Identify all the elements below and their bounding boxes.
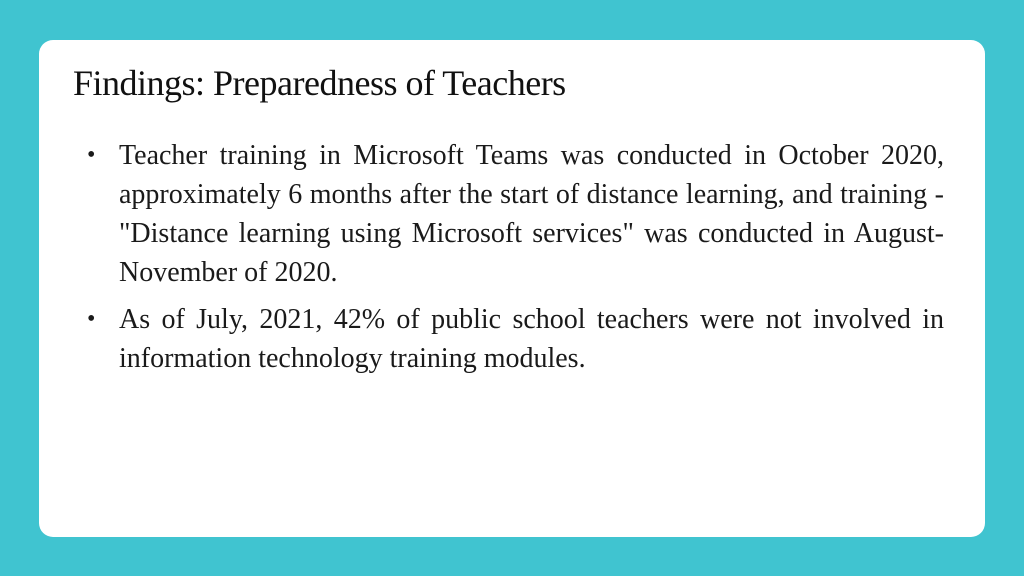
slide-title: Findings: Preparedness of Teachers bbox=[73, 63, 566, 103]
bullet-icon: • bbox=[87, 306, 96, 332]
bullet-text: Teacher training in Microsoft Teams was conducted in October 2020, approximately 6 months after the start of distance learning, and training - "Distance learning using Microsoft services" was conducted in August-November of 2020. bbox=[119, 140, 944, 288]
bullet-icon: • bbox=[87, 142, 96, 168]
bullet-item bbox=[87, 300, 944, 378]
bullet-item bbox=[87, 136, 944, 292]
bullet-list bbox=[87, 136, 944, 386]
slide-card bbox=[39, 40, 985, 537]
bullet-text: As of July, 2021, 42% of public school teachers were not involved in information technology training modules. bbox=[119, 304, 944, 374]
